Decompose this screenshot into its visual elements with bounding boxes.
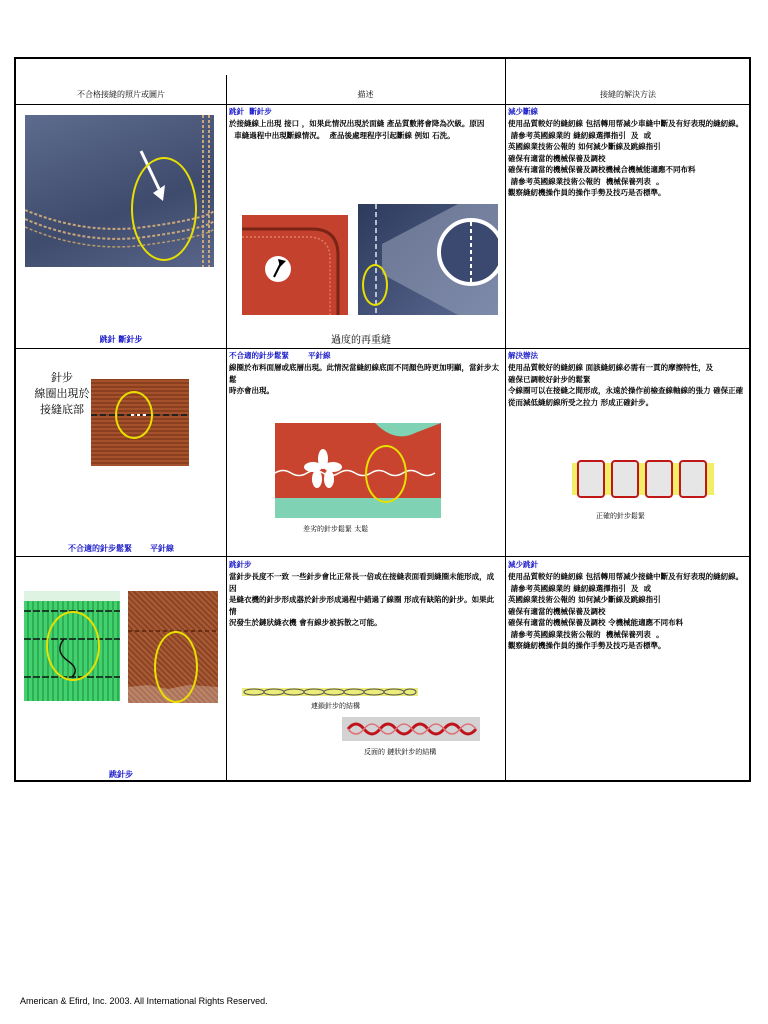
row1-caption-left: 跳針 斷針步 bbox=[99, 335, 143, 344]
row-divider-2 bbox=[16, 556, 749, 557]
sol-line: 請參考英國線業技術公報的 機械保養列表 。 bbox=[508, 176, 664, 186]
row2-image-caption: 差劣的針步鬆緊 太鬆 bbox=[303, 525, 369, 533]
row2-left-label: 針步 線圈出現於 接縫底部 bbox=[34, 371, 90, 416]
brown-skip-photo bbox=[128, 591, 218, 703]
defect-table bbox=[14, 57, 751, 782]
sol-line: 使用品質較好的縫紉線 包括轉用帮减少接縫中斷及有好表現的縫紉線。 bbox=[508, 572, 744, 581]
chain-stitch-back-diagram bbox=[342, 717, 480, 741]
sol-line: 確保有適當的機械保養及調校機械合機械能適應不同布料 bbox=[508, 165, 696, 174]
sol-line: 請參考英國線業的 縫紉線選擇指引 及 或 bbox=[508, 583, 652, 593]
sol-line: 觀察縫紉機操作員的操作手勢及技巧是否標準。 bbox=[508, 641, 666, 650]
sol-line: 令線圈可以在接縫之間形成，永遠於操作前檢查線軸線的張力 確保正確 bbox=[508, 386, 744, 395]
red-fabric-photo bbox=[242, 215, 348, 315]
header-description: 描述 bbox=[357, 90, 374, 99]
row1-desc-text: 於接縫線上出現 接口 ，如果此情況出現於面縫 產品質數將會降為次級。原因 車縫過程中出現斷線情況。 產品後處理程序引起斷線 例如 石洗。 bbox=[229, 119, 485, 140]
row3-sol-title: 減少跳針 bbox=[508, 560, 538, 569]
sol-line: 觀察縫紉機操作員的操作手勢及技巧是否標準。 bbox=[508, 188, 666, 197]
highlight-circle bbox=[115, 391, 153, 439]
row3-desc-text: 當針步長度不一致 一些針步會比正常長一倍或在接縫表面看到縫圈未能形成，成因 是縫衣機的針步形成器於針步形成過程中錯過了線圈 形成有缺陷的針步。如果此情 況發生於鏈狀縫衣機 會有線步被拆散之可能。 bbox=[229, 572, 495, 627]
row2-sol-title: 解決辦法 bbox=[508, 351, 538, 360]
red-green-fabric-photo bbox=[275, 423, 441, 518]
highlight-circle bbox=[131, 157, 197, 261]
header-divider bbox=[16, 104, 749, 105]
highlight-circle bbox=[365, 445, 407, 503]
row-divider-1 bbox=[16, 348, 749, 349]
sol-line: 確保已調較好針步的鬆緊 bbox=[508, 374, 591, 384]
header-solution: 接縫的解決方法 bbox=[600, 90, 656, 99]
row2-caption-left-b: 平針線 bbox=[150, 544, 174, 553]
sol-line: 英國線業技術公報的 如何減少斷線及跳線指引 bbox=[508, 142, 661, 151]
red-green-fabric-drawing bbox=[275, 423, 441, 518]
red-fabric-drawing bbox=[242, 215, 348, 315]
sol-line: 確保有適當的機械保養及調校 bbox=[508, 606, 606, 616]
sol-line: 確保有適當的機械保養及調校 bbox=[508, 153, 606, 163]
sol-line: 使用品質較好的縫紉線 包括轉用帮减少車縫中斷及有好表現的縫紉線。 bbox=[508, 119, 744, 128]
col-divider-2 bbox=[505, 59, 506, 780]
denim-skip-stitch-photo bbox=[25, 115, 214, 267]
row3-caption-left: 跳針步 bbox=[109, 770, 133, 779]
row2-desc-text: 線圈於布料面層或底層出現。此情況當縫紉線底面不同顏色時更加明顯，當針步太鬆 時亦會出現。 bbox=[229, 363, 499, 395]
sol-line: 英國線業技術公報的 如何減少斷線及跳線指引 bbox=[508, 595, 661, 604]
highlight-circle bbox=[46, 611, 100, 681]
green-fabric-photo bbox=[24, 591, 120, 701]
highlight-circle bbox=[362, 264, 388, 306]
row1-sol-title: 減少斷線 bbox=[508, 107, 538, 116]
row2-sol-caption: 正確的針步鬆緊 bbox=[596, 512, 645, 520]
row1-image-caption: 過度的再重縫 bbox=[331, 335, 391, 346]
row3-sol-list bbox=[508, 571, 750, 652]
row2-desc-title-a: 不合適的針步鬆緊 bbox=[229, 351, 289, 360]
sol-line: 請參考英國線業的 縫紉線選擇指引 及 或 bbox=[508, 130, 652, 140]
correct-tension-diagram bbox=[572, 457, 714, 503]
sol-line: 請參考英國線業技術公報的 機械保養列表 。 bbox=[508, 629, 664, 639]
row3-image-caption-1: 連鎖針步的結構 bbox=[311, 702, 360, 710]
row2-caption-left-a: 不合適的針步鬆緊 bbox=[68, 544, 132, 553]
row3-image-caption-2: 反面的 鏈狀針步的結構 bbox=[364, 748, 437, 756]
brown-fabric-photo bbox=[91, 379, 189, 466]
copyright-footer: American & Efird, Inc. 2003. All International Rights Reserved. bbox=[20, 996, 268, 1006]
row3-desc-title: 跳針步 bbox=[229, 560, 252, 569]
row1-desc-title: 跳針 斷針步 bbox=[229, 107, 272, 116]
sol-line: 從而減低縫紉線所受之拉力 形成正確針步。 bbox=[508, 397, 654, 407]
navy-fabric-photo bbox=[358, 204, 498, 315]
row2-sol-list bbox=[508, 362, 750, 408]
chain-stitch-diagram bbox=[242, 685, 418, 699]
row1-sol-list bbox=[508, 118, 750, 199]
row2-desc-title-b: 平針線 bbox=[308, 351, 331, 360]
sol-line: 確保有適當的機械保養及調校 令機械能適應不同布料 bbox=[508, 618, 684, 627]
col-divider-1 bbox=[226, 75, 227, 780]
sol-line: 使用品質較好的縫紉線 面該縫紉線必需有一貫的摩擦特性，及 bbox=[508, 363, 714, 372]
header-photos: 不合格接縫的照片或圖片 bbox=[77, 90, 165, 99]
highlight-circle bbox=[154, 631, 198, 703]
